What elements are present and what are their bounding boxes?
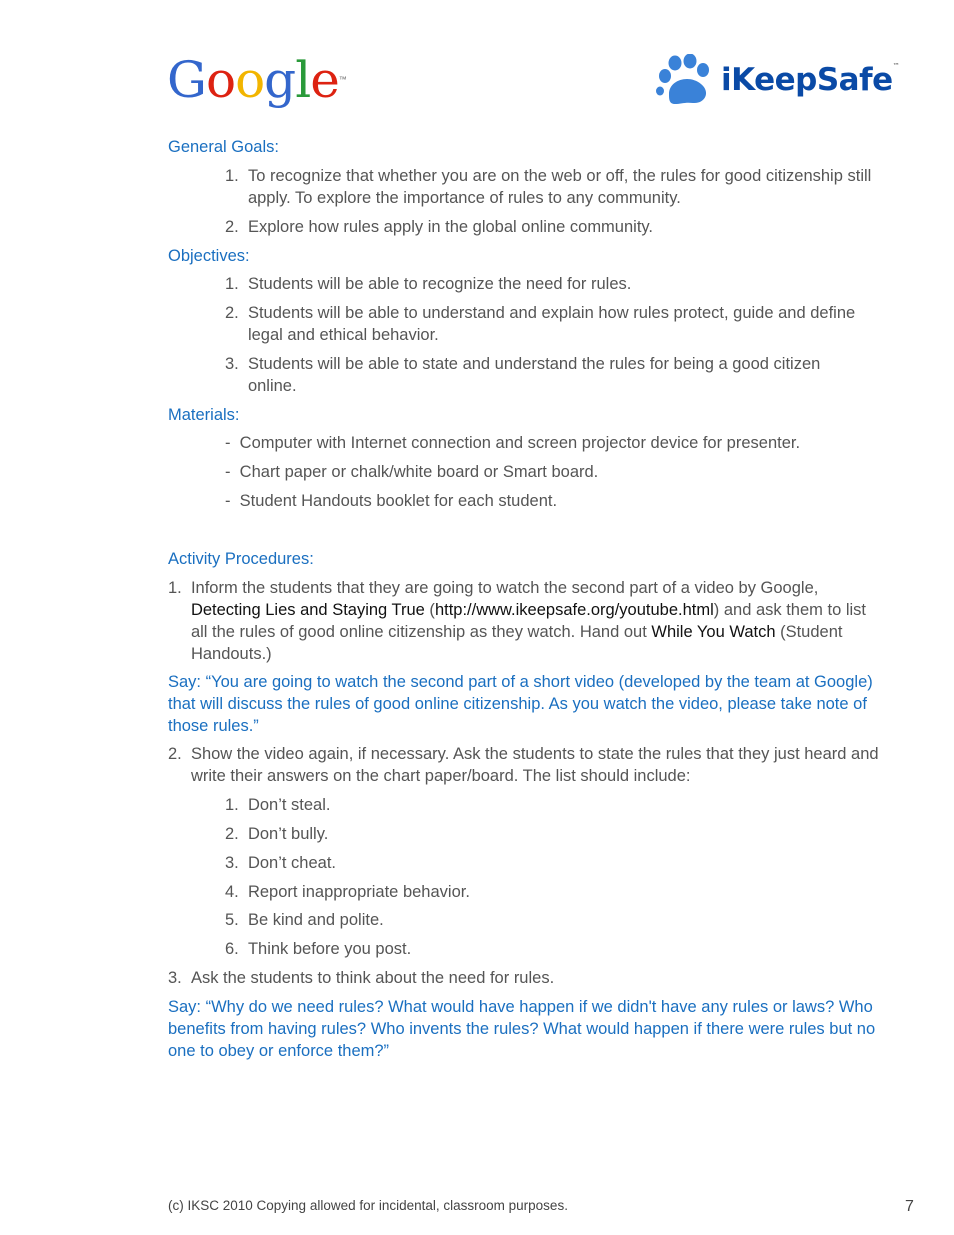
list-item: 3. Students will be able to state and understand the rules for being a good citizen online. — [225, 355, 821, 395]
rule-item: 5. Be kind and polite. — [225, 911, 384, 929]
paw-icon — [655, 54, 717, 106]
say-prompt-2: Say: “Why do we need rules? What would have happen if we didn't have any rules or laws? Who benefits from having rules? Who invents the rules? What would happen if there were rules but no one to obey or enforce them?” — [168, 998, 876, 1060]
rule-item: 1. Don’t steal. — [225, 796, 331, 814]
ikeepsafe-logo-text: iKeepSafe™ — [721, 62, 900, 98]
general-goals-heading: General Goals: — [168, 138, 279, 156]
rule-item: 6. Think before you post. — [225, 940, 412, 958]
activity-step-2: 2. Show the video again, if necessary. Ask the students to state the rules that they just heard and write their answers on the chart paper/board. The list should include: — [168, 745, 879, 785]
ikeepsafe-logo — [655, 52, 899, 108]
list-item: 2. Explore how rules apply in the global online community. — [225, 218, 654, 236]
activity-step-1: 1. Inform the students that they are going to watch the second part of a video by Google, Detecting Lies and Staying True (http://www.ikeepsafe.org/youtube.html) and ask them to list all the rules of good online citizenship as they watch. Hand out While You Watch (Student Handouts.) — [168, 579, 866, 663]
google-logo: Google™ — [167, 51, 346, 109]
list-item: 2. Students will be able to understand and explain how rules protect, guide and define legal and ethical behavior. — [225, 304, 856, 344]
video-title: Detecting Lies and Staying True — [190, 601, 425, 619]
handout-title: While You Watch — [651, 623, 776, 641]
list-item: 1. To recognize that whether you are on the web or off, the rules for good citizenship still apply. To explore the importance of rules to any community. — [225, 167, 872, 207]
list-item: - Student Handouts booklet for each student. — [225, 492, 558, 510]
list-item: - Computer with Internet connection and screen projector device for presenter. — [225, 434, 801, 452]
list-item: 1. Students will be able to recognize the need for rules. — [225, 275, 632, 293]
rule-item: 3. Don’t cheat. — [225, 854, 336, 872]
list-item: - Chart paper or chalk/white board or Smart board. — [225, 463, 599, 481]
objectives-heading: Objectives: — [168, 247, 250, 265]
materials-heading: Materials: — [168, 406, 240, 424]
rule-item: 4. Report inappropriate behavior. — [225, 883, 470, 901]
trademark-mark: ™ — [338, 75, 346, 84]
video-link[interactable]: http://www.ikeepsafe.org/youtube.html — [434, 601, 714, 619]
footer-copyright: (c) IKSC 2010 Copying allowed for incidental, classroom purposes. — [168, 1198, 568, 1213]
activity-heading: Activity Procedures: — [168, 550, 314, 568]
say-prompt-1: Say: “You are going to watch the second part of a short video (developed by the team at Google) that will discuss the rules of good online citizenship. As you watch the video, please take note of those rules.” — [168, 673, 873, 735]
rule-item: 2. Don’t bully. — [225, 825, 329, 843]
page-number: 7 — [905, 1198, 914, 1215]
activity-step-3: 3. Ask the students to think about the need for rules. — [168, 969, 555, 987]
